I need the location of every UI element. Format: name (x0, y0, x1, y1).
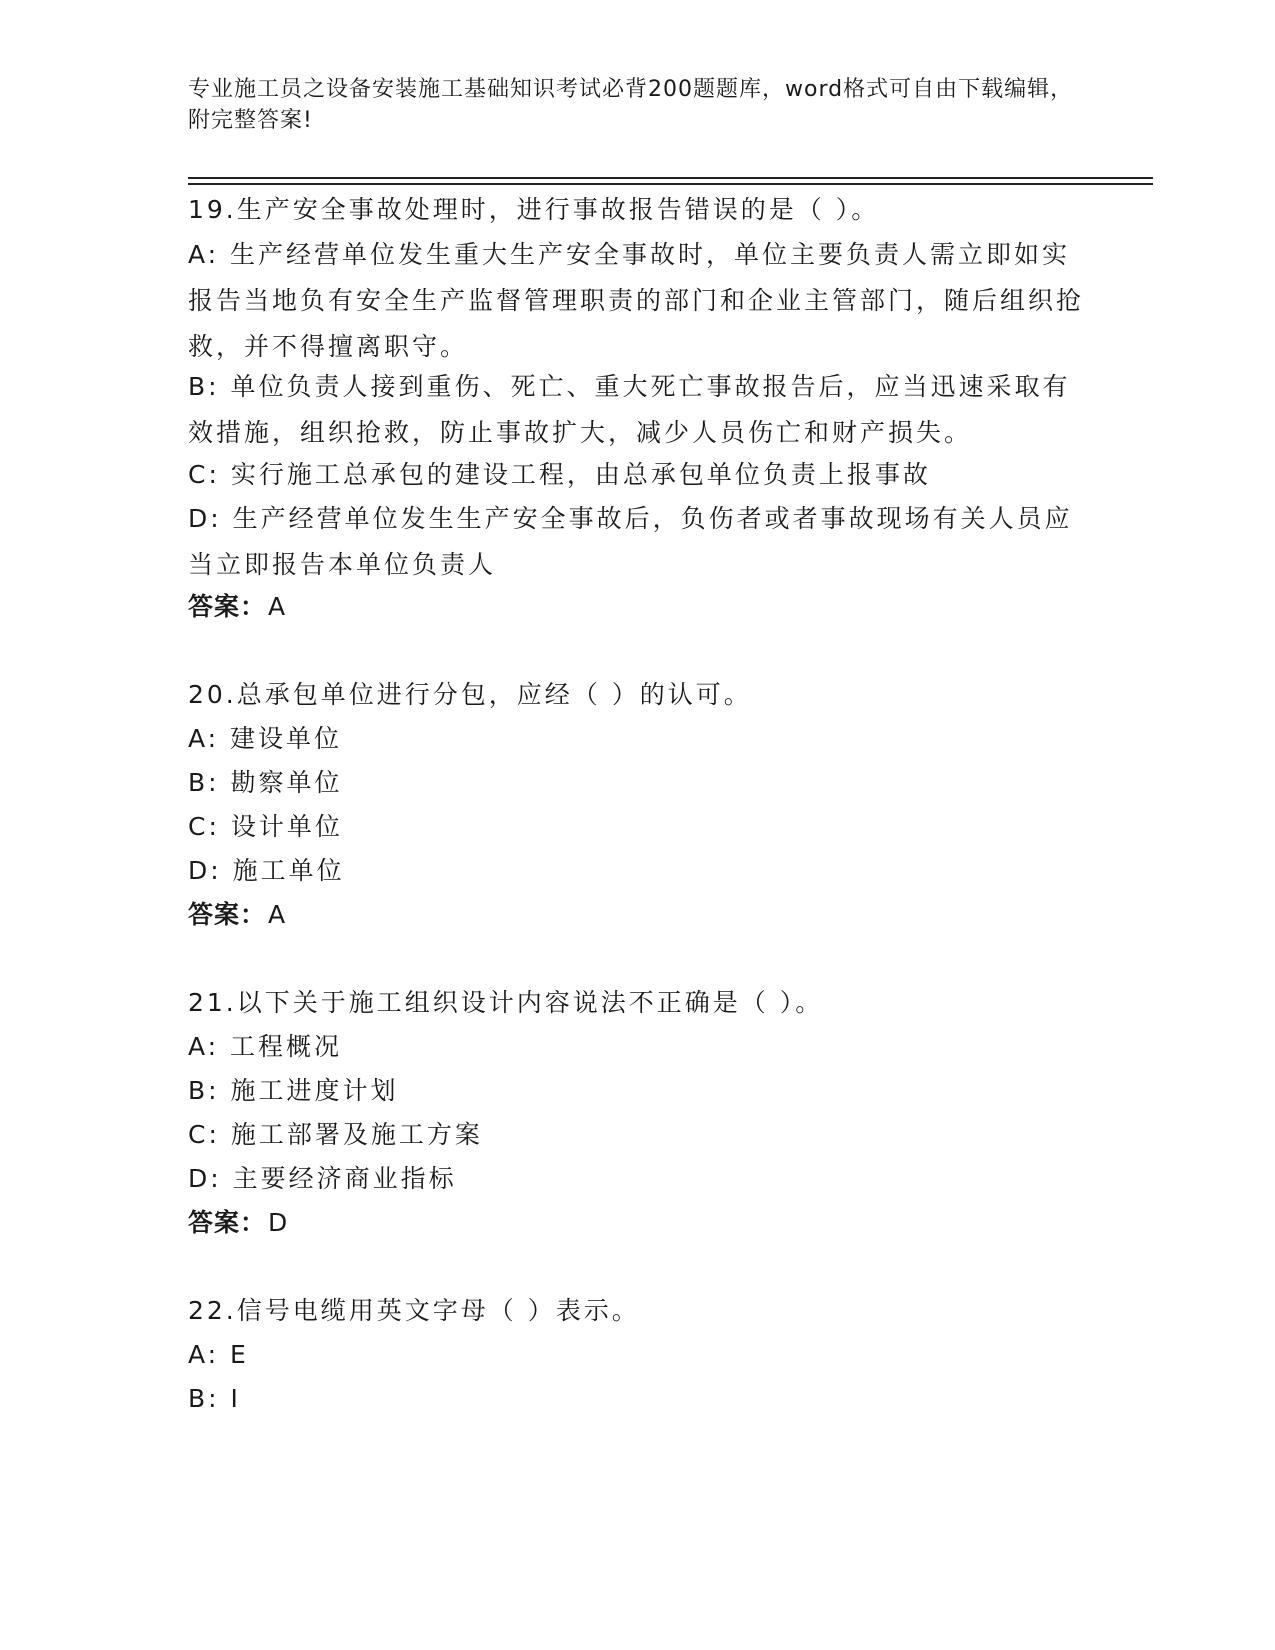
question-22-option-b: B: I (188, 1384, 241, 1413)
question-19-option-c: C: 实行施工总承包的建设工程，由总承包单位负责上报事故 (188, 460, 931, 489)
question-20-option-b: B: 勘察单位 (188, 768, 343, 797)
question-20-option-c: C: 设计单位 (188, 812, 343, 841)
question-20-stem: 20.总承包单位进行分包，应经（ ）的认可。 (188, 680, 752, 709)
question-21-option-d: D: 主要经济商业指标 (188, 1164, 457, 1193)
answer-value: A (268, 900, 287, 929)
answer-value: A (268, 592, 287, 621)
document-header: 专业施工员之设备安装施工基础知识考试必背200题题库，word格式可自由下载编辑，附完整答案! (188, 77, 1074, 133)
question-19-answer (188, 584, 1088, 630)
question-21-stem: 21.以下关于施工组织设计内容说法不正确是（ ）。 (188, 988, 824, 1017)
question-19-option-d: D: 生产经营单位发生生产安全事故后，负伤者或者事故现场有关人员应当立即报告本单位负责人 (188, 504, 1073, 579)
question-21-option-c: C: 施工部署及施工方案 (188, 1120, 483, 1149)
header-rule-bottom (188, 183, 1153, 185)
question-20-option-a: A: 建设单位 (188, 724, 343, 753)
question-20-option-d: D: 施工单位 (188, 856, 345, 885)
header-rule-top (188, 177, 1153, 179)
question-19-option-b: B: 单位负责人接到重伤、死亡、重大死亡事故报告后，应当迅速采取有效措施，组织抢救，防止事故扩大，减少人员伤亡和财产损失。 (188, 372, 1071, 447)
question-22-stem: 22.信号电缆用英文字母（ ）表示。 (188, 1296, 640, 1325)
answer-label: 答案： (188, 1208, 267, 1237)
answer-value: D (268, 1208, 289, 1237)
question-21-answer (188, 1200, 1088, 1246)
question-22-option-a: A: E (188, 1340, 249, 1369)
answer-label: 答案： (188, 900, 267, 929)
question-21-option-a: A: 工程概况 (188, 1032, 343, 1061)
question-21-option-b: B: 施工进度计划 (188, 1076, 399, 1105)
question-20-answer (188, 892, 1088, 938)
question-19-stem: 19.生产安全事故处理时，进行事故报告错误的是（ ）。 (188, 195, 880, 224)
question-19-option-a: A: 生产经营单位发生重大生产安全事故时，单位主要负责人需立即如实报告当地负有安全生产监督管理职责的部门和企业主管部门，随后组织抢救，并不得擅离职守。 (188, 240, 1085, 361)
answer-label: 答案： (188, 592, 267, 621)
